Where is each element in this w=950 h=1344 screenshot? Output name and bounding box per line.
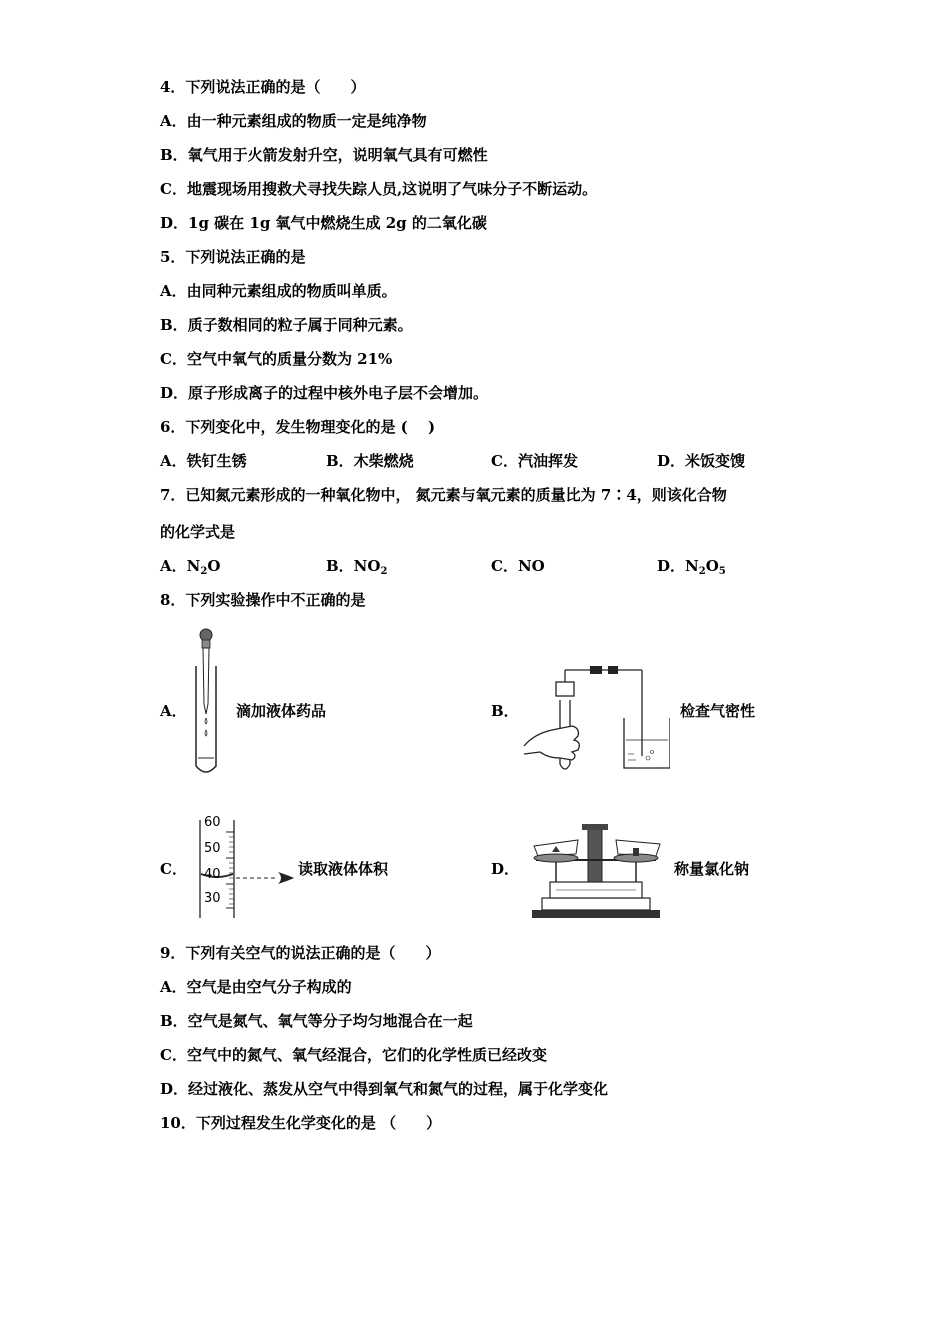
q8-d-label: 称量氯化钠 — [674, 860, 750, 878]
q8-stem: 8．下列实验操作中不正确的是 — [160, 591, 366, 609]
q4-option-c: C．地震现场用搜救犬寻找失踪人员,这说明了气味分子不断运动。 — [160, 180, 598, 198]
q5-option-b: B．质子数相同的粒子属于同种元素。 — [160, 316, 413, 334]
q7-option-b: B．$NO_2$ — [326, 557, 388, 577]
q6-stem: 6．下列变化中，发生物理变化的是 ( ) — [160, 418, 436, 436]
cylinder-mark-40: 40 — [204, 867, 221, 882]
q6-option-d: D．米饭变馊 — [657, 452, 746, 470]
q5-stem: 5．下列说法正确的是 — [160, 248, 306, 266]
q8-d-letter: D． — [491, 860, 520, 878]
balance-scale-figure — [526, 824, 666, 920]
airtightness-check-figure — [520, 660, 670, 774]
q9-option-b: B．空气是氮气、氧气等分子均匀地混合在一起 — [160, 1012, 473, 1030]
q9-option-c: C．空气中的氮气、氧气经混合，它们的化学性质已经改变 — [160, 1046, 547, 1064]
q4-option-b: B．氧气用于火箭发射升空，说明氧气具有可燃性 — [160, 146, 488, 164]
q9-option-a: A．空气是由空气分子构成的 — [160, 978, 352, 996]
q8-b-letter: B． — [491, 702, 519, 720]
cylinder-mark-60: 60 — [204, 815, 221, 830]
q7-option-a: A．$N_2O$ — [160, 557, 221, 577]
q9-stem: 9．下列有关空气的说法正确的是（ ） — [160, 944, 441, 962]
q7-stem-line1: 7．已知氮元素形成的一种氧化物中， 氮元素与氧元素的质量比为 7∶4，则该化合物 — [160, 486, 727, 504]
dropper-test-tube-figure — [190, 626, 226, 778]
q5-option-d: D．原子形成离子的过程中核外电子层不会增加。 — [160, 384, 489, 402]
q8-a-label: 滴加液体药品 — [236, 702, 327, 720]
q10-stem: 10．下列过程发生化学变化的是 （ ） — [160, 1114, 442, 1132]
q4-stem: 4．下列说法正确的是（ ） — [160, 78, 366, 96]
q6-option-c: C．汽油挥发 — [491, 452, 578, 470]
q8-c-label: 读取液体体积 — [298, 860, 389, 878]
q6-option-a: A．铁钉生锈 — [160, 452, 247, 470]
cylinder-mark-50: 50 — [204, 841, 221, 856]
q7-option-c: C．NO — [491, 557, 545, 575]
q5-option-a: A．由同种元素组成的物质叫单质。 — [160, 282, 397, 300]
q4-option-a: A．由一种元素组成的物质一定是纯净物 — [160, 112, 427, 130]
cylinder-mark-30: 30 — [204, 891, 221, 906]
q5-option-c: C．空气中氧气的质量分数为 21% — [160, 350, 393, 368]
q9-option-d: D．经过液化、蒸发从空气中得到氧气和氮气的过程，属于化学变化 — [160, 1080, 609, 1098]
q8-b-label: 检查气密性 — [680, 702, 756, 720]
q8-a-letter: A． — [160, 702, 187, 720]
q4-option-d: D．1g 碳在 1g 氧气中燃烧生成 2g 的二氧化碳 — [160, 214, 487, 232]
q6-option-b: B．木柴燃烧 — [326, 452, 414, 470]
q7-option-d: D．$N_2O_5$ — [657, 557, 726, 577]
q8-c-letter: C． — [160, 860, 187, 878]
q7-stem-line2: 的化学式是 — [160, 523, 236, 541]
